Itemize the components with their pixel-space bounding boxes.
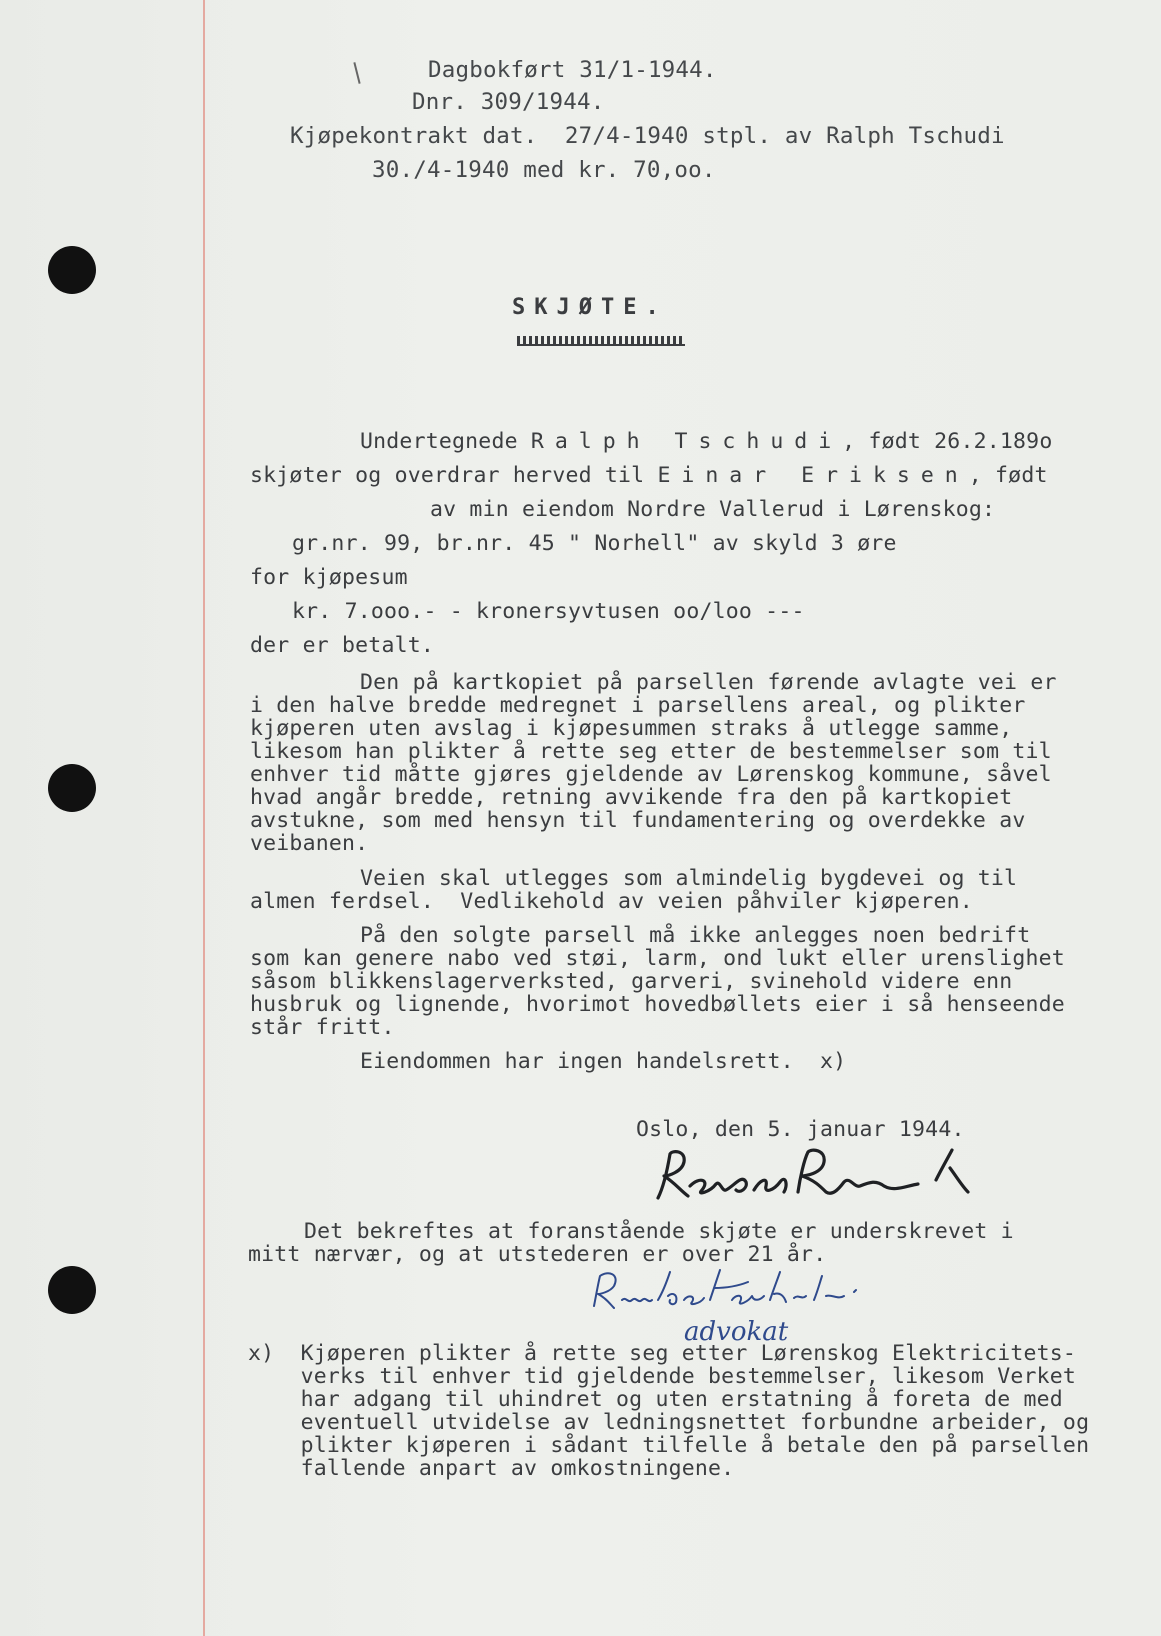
footnote-line: har adgang til uhindret og uten erstatning å foreta de med [248,1387,1063,1412]
text-segment: , født 26.2.189o [842,429,1053,454]
footnote-line: x) Kjøperen plikter å rette seg etter Lørenskog Elektricitets- [248,1341,1077,1366]
body-line: På den solgte parsell må ikke anlegges noen bedrift [360,923,1031,948]
title-underline [517,336,685,346]
header-line-1: Dagbokført 31/1-1944. [428,57,717,83]
body-line: likesom han plikter å rette seg etter de bestemmelser som til [250,739,1052,764]
body-line: Den på kartkopiet på parsellen førende avlagte vei er [360,670,1057,695]
text-segment: , født [968,463,1048,488]
footnote-line: verks til enhver tid gjeldende bestemmelser, likesom Verket [248,1364,1077,1389]
footnote-line: plikter kjøperen i sådant tilfelle å betale den på parsellen [248,1433,1090,1458]
seller-signature [650,1146,1030,1206]
punch-hole-middle [48,764,96,812]
footnote-line: fallende anpart av omkostningene. [248,1456,735,1481]
punch-hole-top [48,246,96,294]
text-segment: Undertegnede [360,429,531,454]
pencil-tick-mark [353,62,360,84]
header-line-4: 30./4-1940 med kr. 70,oo. [372,157,716,183]
body-line: avstukne, som med hensyn til fundamentering og overdekke av [250,808,1026,833]
body-line: der er betalt. [250,633,435,658]
footnote-line: eventuell utvidelse av ledningsnettet forbundne arbeider, og [248,1410,1090,1435]
body-line: av min eiendom Nordre Vallerud i Lørenskog: [430,497,996,522]
body-line: hvad angår bredde, retning avvikende fra den på kartkopiet [250,785,1013,810]
header-line-3: Kjøpekontrakt dat. 27/4-1940 stpl. av Ralph Tschudi [290,123,1005,149]
punch-hole-bottom [48,1266,96,1314]
text-segment: skjøter og overdrar herved til [250,463,658,488]
place-date: Oslo, den 5. januar 1944. [636,1117,965,1142]
body-line: almen ferdsel. Vedlikehold av veien påhviler kjøperen. [250,889,973,914]
witness-title: advokat [684,1317,789,1347]
body-line: gr.nr. 99, br.nr. 45 " Norhell" av skyld 3 øre [292,531,897,556]
body-line [360,430,1052,454]
witness-signature [588,1266,918,1348]
body-line: kr. 7.ooo.- - kronersyvtusen oo/loo --- [292,599,805,624]
header-line-2: Dnr. 309/1944. [412,89,605,115]
body-line: for kjøpesum [250,565,408,590]
seller-name: Ralph Tschudi [530,429,843,454]
margin-line [203,0,205,1636]
body-line: kjøperen uten avslag i kjøpesummen straks å utlegge samme, [250,716,1013,741]
body-line: i den halve bredde medregnet i parsellens areal, og plikter [250,693,1026,718]
body-line: husbruk og lignende, hvorimot hovedbøllets eier i så henseende [250,992,1065,1017]
body-line [250,464,1048,488]
body-line: som kan genere nabo ved støi, larm, ond lukt eller urenslighet [250,946,1065,971]
document-title: SKJØTE. [512,295,668,320]
witness-line: mitt nærvær, og at utstederen er over 21 år. [248,1242,827,1267]
body-line: står fritt. [250,1015,395,1040]
witness-line: Det bekreftes at foranstående skjøte er underskrevet i [304,1219,1014,1244]
buyer-name: Einar Eriksen [657,463,969,488]
body-line: Eiendommen har ingen handelsrett. x) [360,1049,847,1074]
body-line: veibanen. [250,831,369,856]
body-line: såsom blikkenslagerverksted, garveri, svinehold videre enn [250,969,1013,994]
body-line: Veien skal utlegges som almindelig bygdevei og til [360,866,1018,891]
body-line: enhver tid måtte gjøres gjeldende av Lørenskog kommune, såvel [250,762,1052,787]
